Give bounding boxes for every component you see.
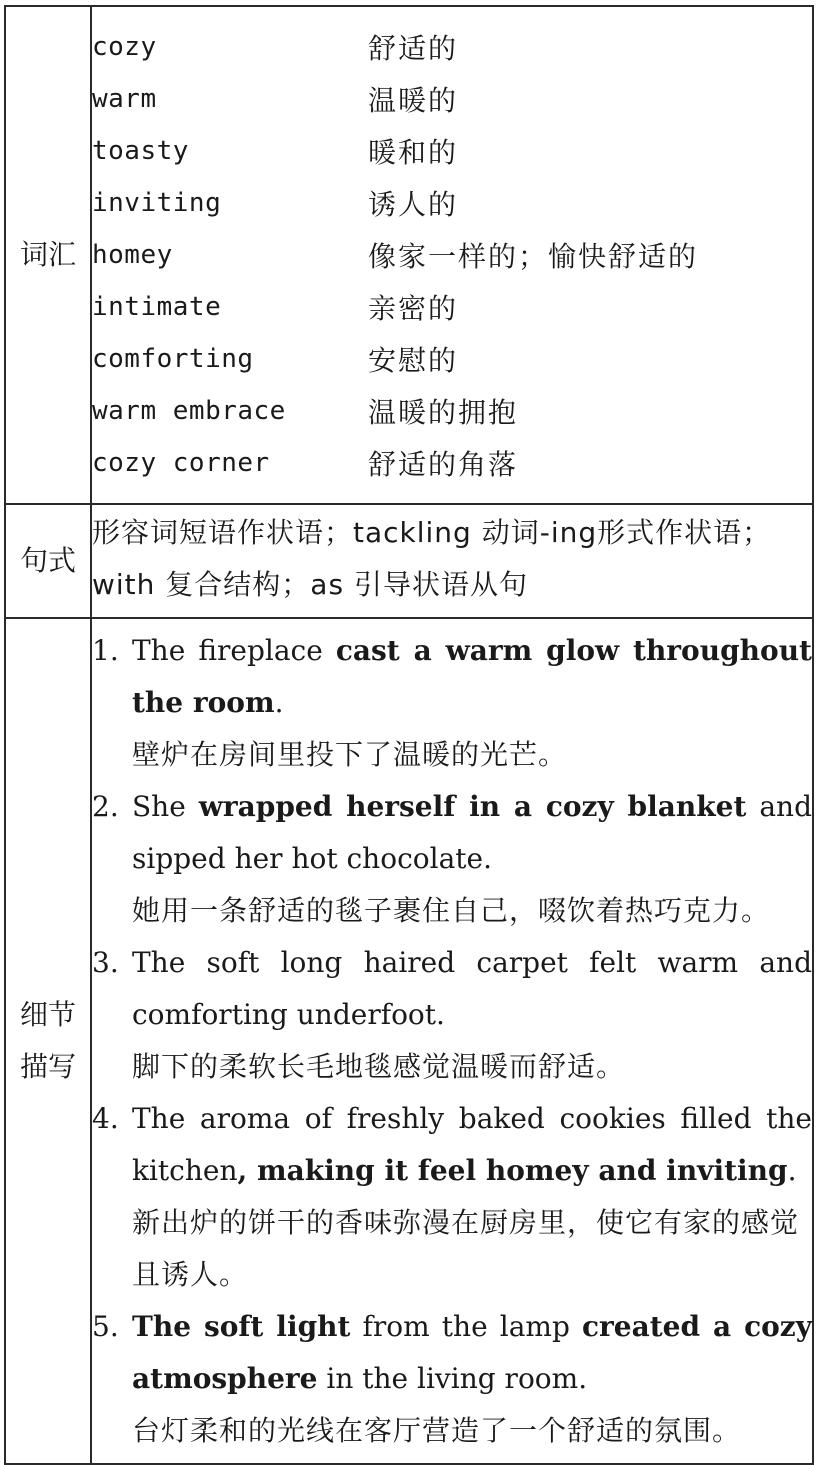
- sentence-text: The soft long haired carpet felt warm and comforting underfoot.: [132, 946, 812, 1031]
- vocab-english: comforting: [92, 344, 254, 374]
- key-phrase: created a cozy atmosphere: [132, 1310, 812, 1395]
- vocabulary-cell: [91, 6, 813, 504]
- sentence-text: in the living room.: [317, 1362, 588, 1395]
- item-number: 3.: [92, 946, 119, 979]
- phrase-table: [4, 5, 814, 1465]
- vocab-chinese: 舒适的: [368, 32, 459, 65]
- sentence-text: The fireplace: [132, 634, 336, 667]
- chinese-translation: 她用一条舒适的毯子裹住自己，啜饮着热巧克力。: [132, 894, 771, 927]
- vocab-english: intimate: [92, 292, 222, 322]
- detail-description-cell: [91, 618, 813, 1464]
- detail-item: [92, 1093, 812, 1301]
- detail-label-line2: 描写: [19, 1050, 76, 1083]
- vocab-item: [92, 437, 812, 489]
- vocab-item: [92, 281, 812, 333]
- sentence-text: .: [787, 1154, 797, 1187]
- item-number: 1.: [92, 634, 119, 667]
- key-phrase: cast a warm glow throughout the room: [132, 634, 812, 719]
- sentence-pattern-text: 形容词短语作状语；tackling 动词-ing形式作状语；with 复合结构；as 引导状语从句: [92, 516, 772, 601]
- vocab-item: [92, 229, 812, 281]
- vocabulary-list: [92, 7, 812, 503]
- sentence-pattern-row: [5, 504, 813, 618]
- chinese-translation: 新出炉的饼干的香味弥漫在厨房里，使它有家的感觉且诱人。: [132, 1206, 800, 1291]
- key-phrase: , making it feel homey and inviting: [237, 1154, 788, 1187]
- vocab-item: [92, 73, 812, 125]
- vocab-item: [92, 333, 812, 385]
- english-sentence: [132, 625, 812, 729]
- sentence-text: She: [132, 790, 199, 823]
- detail-item: [92, 781, 812, 937]
- detail-item: [92, 937, 812, 1093]
- english-sentence: [132, 781, 812, 885]
- detail-list: [92, 619, 812, 1463]
- vocab-english: warm embrace: [92, 396, 286, 426]
- sentence-pattern-cell: [91, 504, 813, 618]
- key-phrase: wrapped herself in a cozy blanket: [198, 790, 747, 823]
- vocab-chinese: 温暖的: [368, 84, 459, 117]
- detail-item: [92, 625, 812, 781]
- english-sentence: [132, 1093, 812, 1197]
- chinese-translation: 壁炉在房间里投下了温暖的光芒。: [132, 738, 568, 771]
- item-number: 4.: [92, 1102, 119, 1135]
- detail-description-label: [5, 618, 91, 1464]
- vocab-item: [92, 21, 812, 73]
- vocab-english: warm: [92, 84, 157, 114]
- vocab-chinese: 舒适的角落: [368, 448, 519, 481]
- sentence-text: from the lamp: [350, 1310, 582, 1343]
- vocab-english: homey: [92, 240, 173, 270]
- vocab-english: cozy: [92, 32, 157, 62]
- sentence-text: and sipped her hot chocolate.: [132, 790, 812, 875]
- detail-label-line1: 细节: [19, 998, 76, 1031]
- key-phrase: The soft light: [132, 1310, 351, 1343]
- vocab-chinese: 亲密的: [368, 292, 459, 325]
- vocab-chinese: 安慰的: [368, 344, 459, 377]
- english-sentence: [132, 1301, 812, 1405]
- chinese-translation: 台灯柔和的光线在客厅营造了一个舒适的氛围。: [132, 1414, 742, 1447]
- vocab-chinese: 像家一样的；愉快舒适的: [368, 240, 699, 273]
- vocab-english: cozy corner: [92, 448, 270, 478]
- vocabulary-label: 词汇: [5, 6, 91, 504]
- item-number: 5.: [92, 1310, 119, 1343]
- vocab-chinese: 暖和的: [368, 136, 459, 169]
- vocab-item: [92, 385, 812, 437]
- vocab-item: [92, 177, 812, 229]
- vocab-item: [92, 125, 812, 177]
- vocab-english: toasty: [92, 136, 189, 166]
- vocab-chinese: 诱人的: [368, 188, 459, 221]
- detail-description-row: [5, 618, 813, 1464]
- sentence-pattern-label: 句式: [5, 504, 91, 618]
- vocab-chinese: 温暖的拥抱: [368, 396, 519, 429]
- chinese-translation: 脚下的柔软长毛地毯感觉温暖而舒适。: [132, 1050, 626, 1083]
- item-number: 2.: [92, 790, 119, 823]
- english-sentence: [132, 937, 812, 1041]
- vocabulary-row: [5, 6, 813, 504]
- sentence-text: The aroma of freshly baked cookies filled the kitchen: [132, 1102, 812, 1187]
- sentence-text: .: [274, 686, 284, 719]
- detail-item: [92, 1301, 812, 1457]
- vocab-english: inviting: [92, 188, 222, 218]
